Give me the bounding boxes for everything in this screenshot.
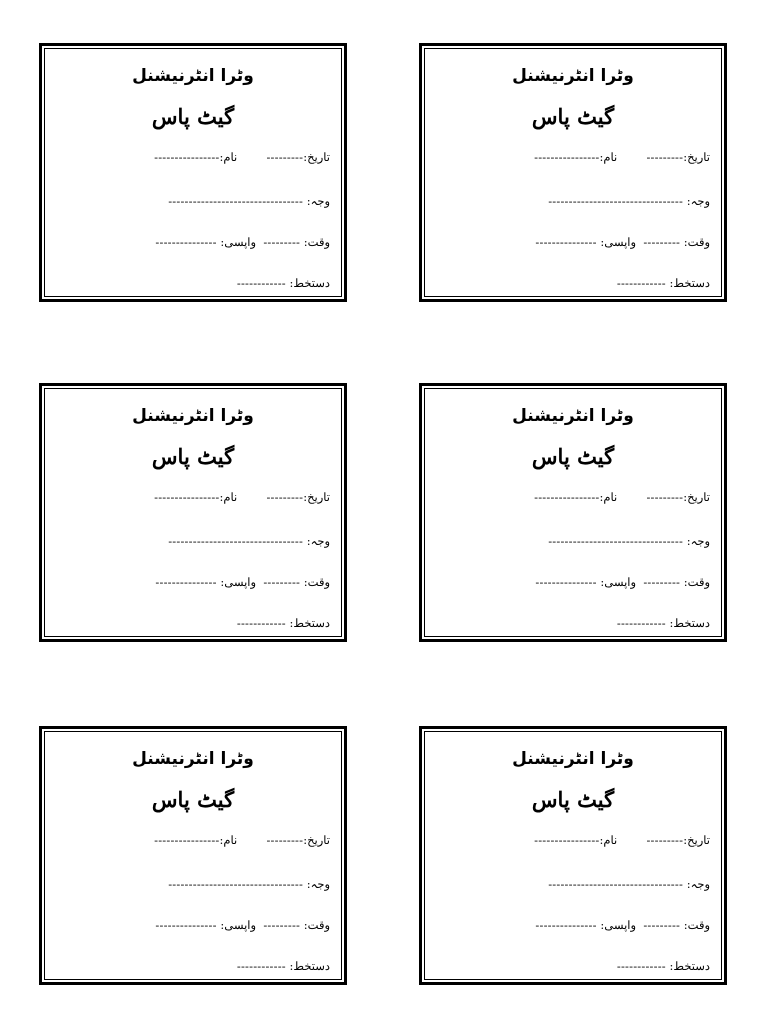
gate-pass-card [39,383,347,642]
time-return-row [432,918,710,932]
return-blank: --------------- [155,235,217,249]
pass-title: گیٹ پاس [151,444,235,469]
time-label: وقت: [303,575,330,589]
signature-blank: ------------ [616,959,666,973]
return-label: واپسی: [220,918,257,932]
return-blank: --------------- [155,918,217,932]
time-label: وقت: [683,918,710,932]
time-label: وقت: [303,235,330,249]
time-label: وقت: [683,235,710,249]
date-label: تاریخ: [683,490,710,504]
reason-row [52,534,330,548]
signature-row [432,276,710,290]
return-label: واپسی: [220,235,257,249]
signature-blank: ------------ [236,276,286,290]
signature-label: دستخط: [669,276,710,290]
company-name: وٹرا انٹرنیشنل [512,66,634,86]
reason-row [432,877,710,891]
time-blank: --------- [263,918,301,932]
time-return-row [52,235,330,249]
gate-pass-card [39,43,347,302]
reason-blank: --------------------------------- [168,194,304,208]
signature-blank: ------------ [236,959,286,973]
signature-blank: ------------ [236,616,286,630]
reason-label: وجہ: [686,194,710,208]
reason-blank: --------------------------------- [548,194,684,208]
signature-row [52,959,330,973]
gate-pass-card [419,726,727,985]
time-blank: --------- [643,575,681,589]
date-name-row [52,833,330,847]
signature-blank: ------------ [616,276,666,290]
return-blank: --------------- [155,575,217,589]
reason-label: وجہ: [686,877,710,891]
time-return-row [432,235,710,249]
time-blank: --------- [263,235,301,249]
return-blank: --------------- [535,235,597,249]
reason-row [52,194,330,208]
pass-title: گیٹ پاس [531,444,615,469]
date-name-row [52,490,330,504]
reason-label: وجہ: [306,534,330,548]
signature-label: دستخط: [669,616,710,630]
reason-row [432,534,710,548]
return-label: واپسی: [600,918,637,932]
name-blank: ---------------- [534,490,600,504]
reason-blank: --------------------------------- [168,877,304,891]
name-blank: ---------------- [154,833,220,847]
signature-blank: ------------ [616,616,666,630]
reason-blank: --------------------------------- [548,534,684,548]
name-label: نام: [599,833,618,847]
time-blank: --------- [643,235,681,249]
reason-row [432,194,710,208]
name-label: نام: [219,833,238,847]
time-return-row [432,575,710,589]
company-name: وٹرا انٹرنیشنل [512,406,634,426]
date-blank: --------- [266,833,304,847]
date-name-row [432,833,710,847]
date-blank: --------- [266,150,304,164]
signature-label: دستخط: [289,276,330,290]
date-label: تاریخ: [683,150,710,164]
date-name-row [52,150,330,164]
company-name: وٹرا انٹرنیشنل [132,406,254,426]
pass-title: گیٹ پاس [531,104,615,129]
time-label: وقت: [683,575,710,589]
name-blank: ---------------- [154,490,220,504]
return-label: واپسی: [600,235,637,249]
time-return-row [52,918,330,932]
date-name-row [432,150,710,164]
signature-label: دستخط: [669,959,710,973]
return-blank: --------------- [535,575,597,589]
name-label: نام: [599,150,618,164]
company-name: وٹرا انٹرنیشنل [132,66,254,86]
signature-row [52,276,330,290]
date-blank: --------- [646,833,684,847]
time-blank: --------- [643,918,681,932]
pass-title: گیٹ پاس [151,787,235,812]
signature-row [52,616,330,630]
return-blank: --------------- [535,918,597,932]
time-label: وقت: [303,918,330,932]
name-label: نام: [599,490,618,504]
return-label: واپسی: [600,575,637,589]
reason-blank: --------------------------------- [548,877,684,891]
name-label: نام: [219,150,238,164]
date-blank: --------- [266,490,304,504]
reason-row [52,877,330,891]
signature-row [432,959,710,973]
gate-pass-card [419,383,727,642]
date-label: تاریخ: [303,150,330,164]
name-blank: ---------------- [154,150,220,164]
date-name-row [432,490,710,504]
date-label: تاریخ: [303,490,330,504]
return-label: واپسی: [220,575,257,589]
signature-label: دستخط: [289,616,330,630]
reason-blank: --------------------------------- [168,534,304,548]
company-name: وٹرا انٹرنیشنل [512,749,634,769]
pass-title: گیٹ پاس [531,787,615,812]
gate-pass-card [419,43,727,302]
name-blank: ---------------- [534,833,600,847]
time-blank: --------- [263,575,301,589]
reason-label: وجہ: [306,194,330,208]
date-label: تاریخ: [303,833,330,847]
reason-label: وجہ: [306,877,330,891]
pass-title: گیٹ پاس [151,104,235,129]
time-return-row [52,575,330,589]
signature-row [432,616,710,630]
date-blank: --------- [646,490,684,504]
gate-pass-card [39,726,347,985]
date-blank: --------- [646,150,684,164]
company-name: وٹرا انٹرنیشنل [132,749,254,769]
name-blank: ---------------- [534,150,600,164]
date-label: تاریخ: [683,833,710,847]
signature-label: دستخط: [289,959,330,973]
name-label: نام: [219,490,238,504]
reason-label: وجہ: [686,534,710,548]
